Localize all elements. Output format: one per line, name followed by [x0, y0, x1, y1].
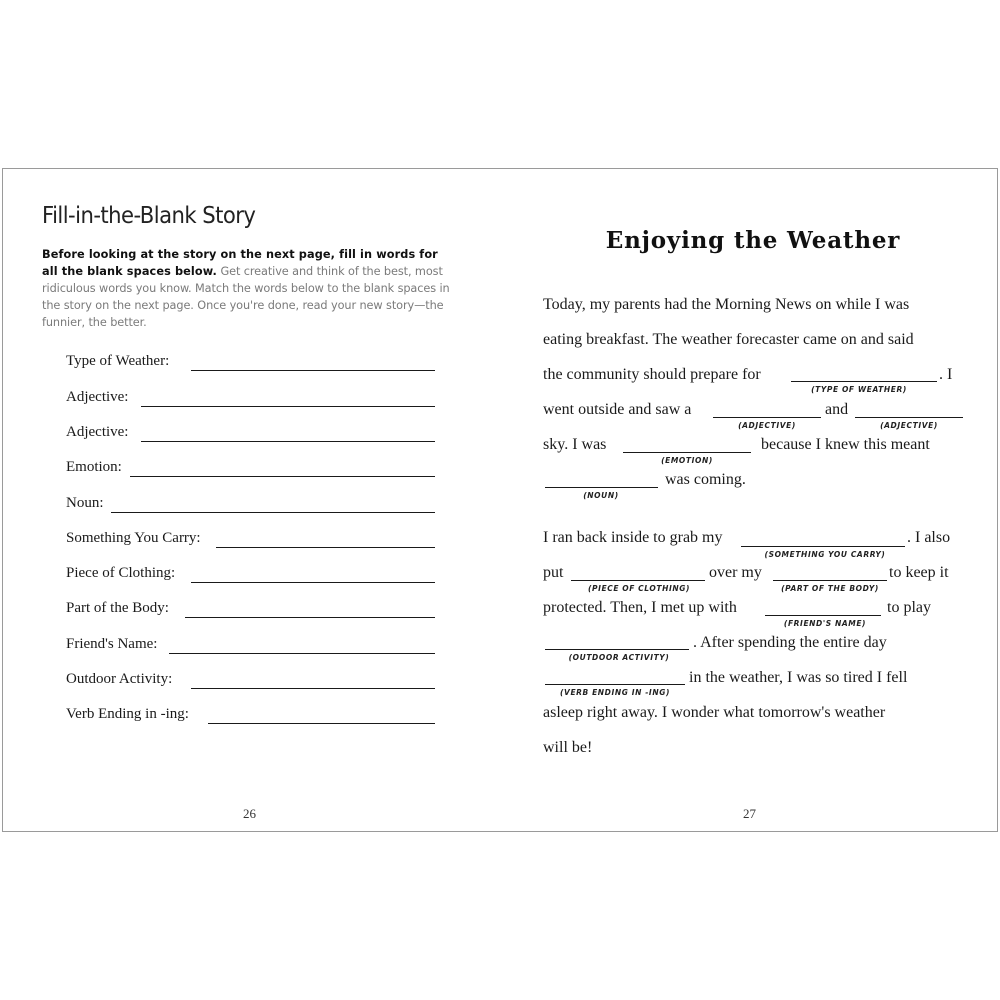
caption-noun: (NOUN) [583, 491, 619, 500]
field-line-carry[interactable] [216, 547, 435, 548]
instructions-light-line-4: the story on the next page. Once you're done, read your new story—the [42, 299, 444, 312]
story-line: and [825, 401, 849, 418]
instructions-bold-line-2: all the blank spaces below. [42, 265, 217, 278]
caption-adjective-2: (ADJECTIVE) [880, 421, 938, 430]
page-number-left: 26 [243, 806, 256, 821]
story-line: . I [939, 366, 953, 383]
blank-clothing[interactable] [571, 580, 705, 581]
story-line: to keep it [889, 564, 949, 581]
story-line: will be! [543, 739, 593, 756]
field-label-adjective-2: Adjective: [66, 424, 129, 440]
story-line: . After spending the entire day [693, 634, 887, 651]
story-title: Enjoying the Weather [605, 227, 901, 254]
field-line-activity[interactable] [191, 688, 435, 689]
field-line-clothing[interactable] [191, 582, 435, 583]
field-line-noun[interactable] [111, 512, 435, 513]
field-label-carry: Something You Carry: [66, 530, 201, 546]
blank-verb[interactable] [545, 684, 685, 685]
field-label-verb: Verb Ending in -ing: [66, 706, 189, 722]
field-label-body: Part of the Body: [66, 600, 169, 616]
story-line: protected. Then, I met up with [543, 599, 737, 616]
story-line: because I knew this meant [761, 436, 930, 453]
story-line: went outside and saw a [543, 401, 692, 418]
blank-weather[interactable] [791, 381, 937, 382]
field-label-noun: Noun: [66, 495, 104, 511]
field-label-weather: Type of Weather: [66, 353, 170, 369]
blank-adjective-2[interactable] [855, 417, 963, 418]
field-label-friend: Friend's Name: [66, 636, 158, 652]
caption-friend: (FRIEND'S NAME) [783, 619, 867, 628]
blank-carry[interactable] [741, 546, 905, 547]
instructions-light-line-5: funnier, the better. [42, 316, 147, 329]
field-line-body[interactable] [185, 617, 435, 618]
caption-adjective-1: (ADJECTIVE) [738, 421, 796, 430]
field-line-adjective-1[interactable] [141, 406, 435, 407]
instructions-light-line-2: Get creative and think of the best, most [216, 265, 443, 278]
field-line-weather[interactable] [191, 370, 435, 371]
field-line-verb[interactable] [208, 723, 435, 724]
field-line-emotion[interactable] [130, 476, 435, 477]
blank-activity[interactable] [545, 649, 689, 650]
story-line: put [543, 564, 564, 581]
story-line: Today, my parents had the Morning News on while I was [543, 296, 910, 313]
caption-carry: (SOMETHING YOU CARRY) [764, 550, 886, 559]
blank-adjective-1[interactable] [713, 417, 821, 418]
story-line: asleep right away. I wonder what tomorrow's weather [543, 704, 886, 721]
field-line-friend[interactable] [169, 653, 435, 654]
caption-clothing: (PIECE OF CLOTHING) [587, 584, 691, 593]
instructions-bold-line: Before looking at the story on the next page, fill in words for [42, 248, 438, 261]
book-spread [2, 168, 998, 832]
blank-body[interactable] [773, 580, 887, 581]
field-label-adjective-1: Adjective: [66, 389, 129, 405]
story-line: over my [709, 564, 762, 581]
field-label-activity: Outdoor Activity: [66, 671, 173, 687]
instructions-light-line-3: ridiculous words you know. Match the words below to the blank spaces in [42, 282, 450, 295]
story-line: in the weather, I was so tired I fell [689, 669, 908, 686]
field-label-clothing: Piece of Clothing: [66, 565, 176, 581]
caption-emotion: (EMOTION) [661, 456, 713, 465]
caption-body: (PART OF THE BODY) [781, 584, 879, 593]
caption-weather: (TYPE OF WEATHER) [811, 385, 907, 394]
blank-emotion[interactable] [623, 452, 751, 453]
story-line: the community should prepare for [543, 366, 761, 383]
caption-verb: (VERB ENDING IN -ING) [560, 688, 670, 697]
field-line-adjective-2[interactable] [141, 441, 435, 442]
instructions-paragraph [42, 246, 472, 331]
story-line: to play [887, 599, 931, 616]
page-number-right: 27 [743, 806, 756, 821]
caption-activity: (OUTDOOR ACTIVITY) [568, 653, 670, 662]
story-line: eating breakfast. The weather forecaster came on and said [543, 331, 914, 348]
blank-noun[interactable] [545, 487, 658, 488]
story-line: sky. I was [543, 436, 607, 453]
field-label-emotion: Emotion: [66, 459, 122, 475]
left-page-title: Fill-in-the-Blank Story [42, 203, 256, 229]
story-line: was coming. [665, 471, 746, 488]
story-line: . I also [907, 529, 951, 546]
blank-friend[interactable] [765, 615, 881, 616]
story-line: I ran back inside to grab my [543, 529, 723, 546]
